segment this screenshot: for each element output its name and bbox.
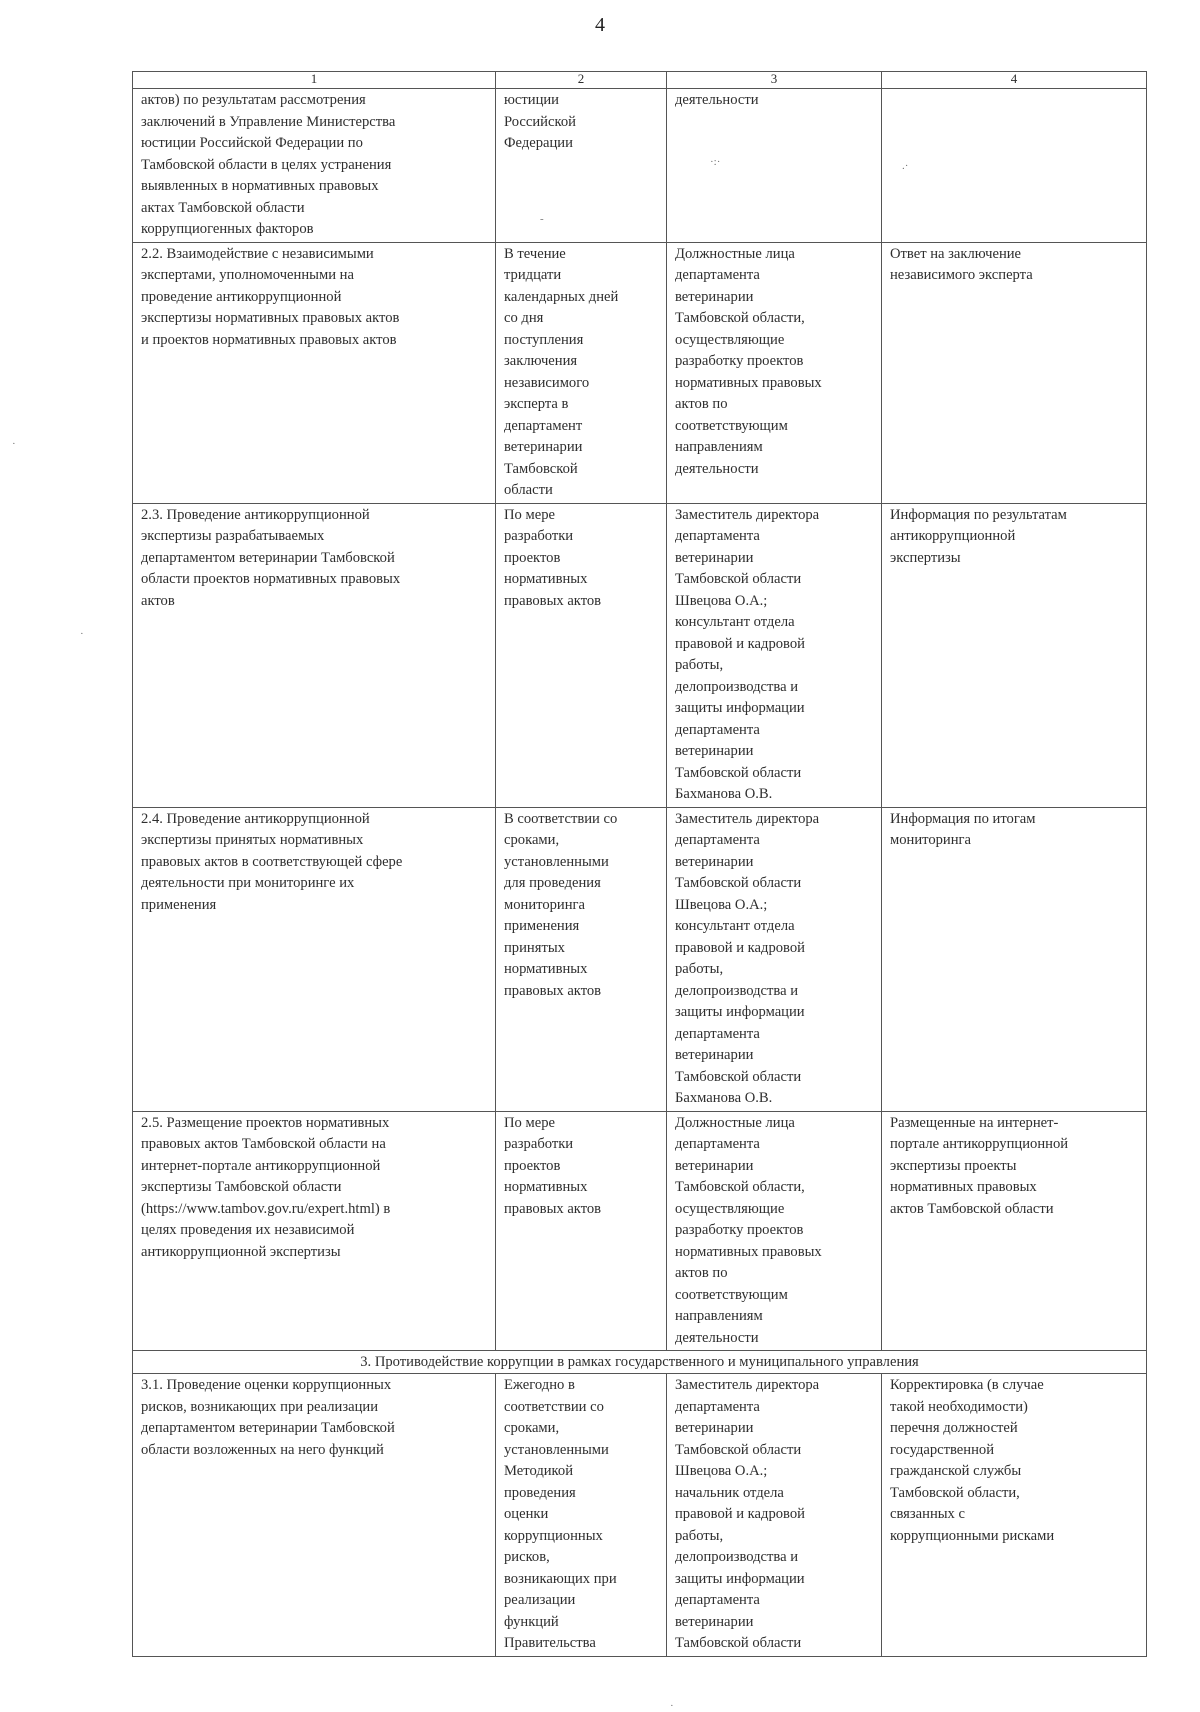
scan-speck: · [12,438,16,450]
measure-cell: 2.3. Проведение антикоррупционной экспертизы разрабатываемых департаментом ветеринарии Тамбовской области проектов нормативных правовых актов [133,503,496,807]
result-cell: Размещенные на интернет- портале антикоррупционной экспертизы проекты нормативных правовых актов Тамбовской области [882,1111,1147,1351]
scan-speck: .· [902,160,909,172]
responsible-cell: Должностные лица департамента ветеринарии Тамбовской области, осуществляющие разработку проектов нормативных правовых актов по соответствующим направлениям деятельности [667,1111,882,1351]
section-row [133,1351,1147,1374]
deadline-cell: В течение тридцати календарных дней со дня поступления заключения независимого эксперта в департамент ветеринарии Тамбовской области [496,242,667,503]
table-row [133,242,1147,503]
responsible-cell: Заместитель директора департамента ветеринарии Тамбовской области Швецова О.А.; начальник отдела правовой и кадровой работы, делопроизводства и защиты информации департамента ветеринарии Тамбовской области [667,1374,882,1657]
deadline-cell: Ежегодно в соответствии со сроками, установленными Методикой проведения оценки коррупционных рисков, возникающих при реализации функций Правительства [496,1374,667,1657]
table-row [133,89,1147,243]
responsible-cell: Заместитель директора департамента ветеринарии Тамбовской области Швецова О.А.; консультант отдела правовой и кадровой работы, делопроизводства и защиты информации департамента ветеринарии Тамбовской области Бахманова О.В. [667,807,882,1111]
measures-table [132,71,1147,1657]
scan-speck: ·:· [710,156,721,168]
table-row [133,503,1147,807]
responsible-cell: Заместитель директора департамента ветеринарии Тамбовской области Швецова О.А.; консультант отдела правовой и кадровой работы, делопроизводства и защиты информации департамента ветеринарии Тамбовской области Бахманова О.В. [667,503,882,807]
scan-speck: · [80,628,84,640]
deadline-cell: По мере разработки проектов нормативных правовых актов [496,1111,667,1351]
column-number-1: 1 [133,72,496,89]
result-cell: Информация по итогам мониторинга [882,807,1147,1111]
deadline-cell: юстиции Российской Федерации [496,89,667,243]
deadline-cell: В соответствии со сроками, установленными для проведения мониторинга применения принятых нормативных правовых актов [496,807,667,1111]
result-cell [882,89,1147,243]
measure-cell: 2.4. Проведение антикоррупционной экспертизы принятых нормативных правовых актов в соответствующей сфере деятельности при мониторинге их применения [133,807,496,1111]
table-row [133,1374,1147,1657]
measure-cell: 2.2. Взаимодействие с независимыми экспертами, уполномоченными на проведение антикоррупционной экспертизы нормативных правовых актов и проектов нормативных правовых актов [133,242,496,503]
table-row [133,1111,1147,1351]
result-cell: Ответ на заключение независимого эксперта [882,242,1147,503]
deadline-cell: По мере разработки проектов нормативных правовых актов [496,503,667,807]
column-number-2: 2 [496,72,667,89]
section-title: 3. Противодействие коррупции в рамках государственного и муниципального управления [133,1351,1147,1374]
result-cell: Информация по результатам антикоррупционной экспертизы [882,503,1147,807]
result-cell: Корректировка (в случае такой необходимости) перечня должностей государственной гражданской службы Тамбовской области, связанных с коррупционными рисками [882,1374,1147,1657]
responsible-cell: Должностные лица департамента ветеринарии Тамбовской области, осуществляющие разработку проектов нормативных правовых актов по соответствующим направлениям деятельности [667,242,882,503]
scan-speck: - [540,213,544,225]
scan-speck: · [670,1700,674,1712]
measure-cell: 3.1. Проведение оценки коррупционных рисков, возникающих при реализации департаментом ветеринарии Тамбовской области возложенных на него функций [133,1374,496,1657]
column-number-row [133,72,1147,89]
page-number: 4 [595,14,605,36]
column-number-3: 3 [667,72,882,89]
responsible-cell: деятельности [667,89,882,243]
measure-cell: 2.5. Размещение проектов нормативных правовых актов Тамбовской области на интернет-портале антикоррупционной экспертизы Тамбовской области (https://www.tambov.gov.ru/expert.html) в целях проведения их независимой антикоррупционной экспертизы [133,1111,496,1351]
column-number-4: 4 [882,72,1147,89]
table-row [133,807,1147,1111]
measure-cell: актов) по результатам рассмотрения заключений в Управление Министерства юстиции Российской Федерации по Тамбовской области в целях устранения выявленных в нормативных правовых актах Тамбовской области коррупциогенных факторов [133,89,496,243]
